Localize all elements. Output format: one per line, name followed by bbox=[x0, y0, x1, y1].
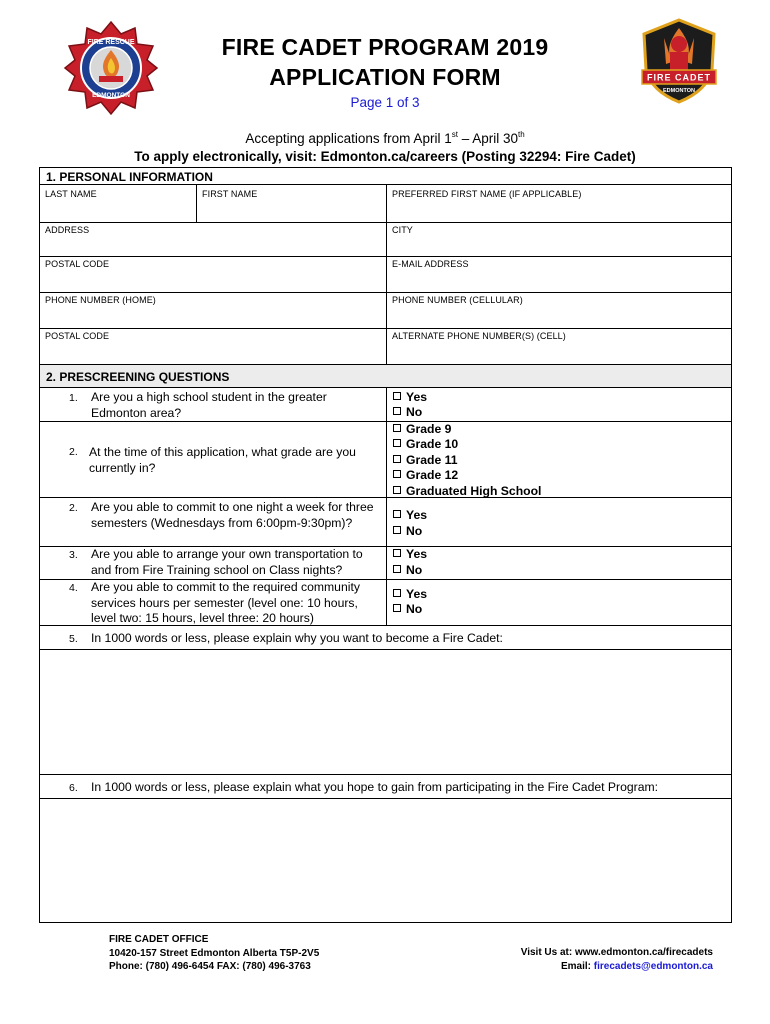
checkbox-icon bbox=[393, 470, 401, 478]
address-field[interactable]: ADDRESS bbox=[45, 225, 90, 235]
q3-option-yes[interactable]: Yes bbox=[393, 508, 427, 524]
checkbox-icon bbox=[393, 455, 401, 463]
q2-number: 2. bbox=[69, 446, 78, 458]
logo-banner-text: FIRE CADET bbox=[647, 72, 711, 83]
footer-office-title: FIRE CADET OFFICE bbox=[109, 934, 209, 945]
checkbox-icon bbox=[393, 526, 401, 534]
preferred-first-name-field[interactable]: PREFERRED FIRST NAME (IF APPLICABLE) bbox=[392, 189, 582, 199]
q2-option-grade-11[interactable]: Grade 11 bbox=[393, 453, 458, 469]
application-form bbox=[39, 167, 732, 923]
q1-option-no[interactable]: No bbox=[393, 405, 422, 421]
city-field[interactable]: CITY bbox=[392, 225, 413, 235]
checkbox-icon bbox=[393, 392, 401, 400]
checkbox-icon bbox=[393, 424, 401, 432]
footer-office-phone: Phone: (780) 496-6454 FAX: (780) 496-3763 bbox=[109, 961, 311, 972]
q1-text: Are you a high school student in the greater Edmonton area? bbox=[91, 390, 327, 420]
apply-instructions: To apply electronically, visit: Edmonton.ca/careers (Posting 32294: Fire Cadet) bbox=[134, 149, 636, 164]
q7-number: 6. bbox=[69, 782, 78, 794]
q6-number: 5. bbox=[69, 633, 78, 645]
q2-option-graduated[interactable]: Graduated High School bbox=[393, 484, 541, 500]
footer-office bbox=[109, 933, 319, 974]
postal-code-field[interactable]: POSTAL CODE bbox=[45, 259, 110, 269]
q1-option-yes[interactable]: Yes bbox=[393, 390, 427, 406]
logo-ring-top-text: FIRE RESCUE bbox=[87, 39, 135, 46]
checkbox-icon bbox=[393, 549, 401, 557]
q3-text: Are you able to commit to one night a week for three semesters (Wednesdays from 6:00pm-9:30pm)? bbox=[91, 500, 374, 530]
q4-option-yes[interactable]: Yes bbox=[393, 547, 427, 563]
checkbox-icon bbox=[393, 565, 401, 573]
q2-option-grade-12[interactable]: Grade 12 bbox=[393, 468, 458, 484]
q2-text: At the time of this application, what grade are you currently in? bbox=[89, 445, 356, 475]
accepting-dates: Accepting applications from April 1st – April 30th bbox=[245, 130, 525, 146]
q1-number: 1. bbox=[69, 392, 78, 404]
section2-heading: 2. PRESCREENING QUESTIONS bbox=[46, 370, 230, 384]
q5-text: Are you able to commit to the required community services hours per semester (level one: 10 hours, level two: 15 hours, level three: 20 hours) bbox=[91, 580, 360, 625]
first-name-field[interactable]: FIRST NAME bbox=[202, 189, 258, 199]
q3-option-no[interactable]: No bbox=[393, 524, 422, 540]
footer-visit-line: Visit Us at: www.edmonton.ca/firecadets bbox=[520, 947, 713, 958]
footer-contact bbox=[521, 946, 713, 973]
footer-email-line: Email: firecadets@edmonton.ca bbox=[560, 960, 713, 972]
checkbox-icon bbox=[393, 510, 401, 518]
last-name-field[interactable]: LAST NAME bbox=[45, 189, 97, 199]
phone-cell-field[interactable]: PHONE NUMBER (CELLULAR) bbox=[392, 295, 523, 305]
q4-number: 3. bbox=[69, 549, 78, 561]
form-title-line2: APPLICATION FORM bbox=[269, 64, 501, 90]
q2-option-grade-10[interactable]: Grade 10 bbox=[393, 437, 458, 453]
q4-option-no[interactable]: No bbox=[393, 563, 422, 579]
q2-option-grade-9[interactable]: Grade 9 bbox=[393, 422, 451, 438]
section1-heading: 1. PERSONAL INFORMATION bbox=[46, 170, 213, 184]
alt-phone-field[interactable]: ALTERNATE PHONE NUMBER(S) (CELL) bbox=[392, 331, 566, 341]
phone-home-field[interactable]: PHONE NUMBER (HOME) bbox=[45, 295, 156, 305]
q5-option-no[interactable]: No bbox=[393, 602, 422, 618]
q6-text: In 1000 words or less, please explain why you want to become a Fire Cadet: bbox=[91, 631, 503, 645]
form-title-line1: FIRE CADET PROGRAM 2019 bbox=[221, 34, 549, 60]
checkbox-icon bbox=[393, 604, 401, 612]
checkbox-icon bbox=[393, 407, 401, 415]
page-indicator: Page 1 of 3 bbox=[350, 95, 420, 110]
logo-ring-bottom-text: EDMONTON bbox=[92, 92, 130, 99]
essay-answer-why-fire-cadet[interactable] bbox=[41, 650, 730, 773]
essay-answer-hope-to-gain[interactable] bbox=[41, 799, 730, 922]
q5-number: 4. bbox=[69, 582, 78, 594]
q4-text: Are you able to arrange your own transportation to and from Fire Training school on Class nights? bbox=[91, 547, 363, 577]
logo-sub-text: EDMONTON bbox=[663, 88, 695, 94]
footer-visit-link[interactable]: www.edmonton.ca/firecadets bbox=[575, 947, 713, 958]
q7-text: In 1000 words or less, please explain what you hope to gain from participating in the Fire Cadet Program: bbox=[91, 780, 659, 794]
footer-email-link[interactable]: firecadets@edmonton.ca bbox=[593, 960, 713, 972]
footer-office-address: 10420-157 Street Edmonton Alberta T5P-2V5 bbox=[109, 947, 320, 959]
q3-number: 2. bbox=[69, 502, 78, 514]
email-field[interactable]: E-MAIL ADDRESS bbox=[392, 259, 469, 269]
checkbox-icon bbox=[393, 589, 401, 597]
q5-option-yes[interactable]: Yes bbox=[393, 587, 427, 603]
checkbox-icon bbox=[393, 439, 401, 447]
postal-code-2-field[interactable]: POSTAL CODE bbox=[45, 331, 110, 341]
checkbox-icon bbox=[393, 486, 401, 494]
